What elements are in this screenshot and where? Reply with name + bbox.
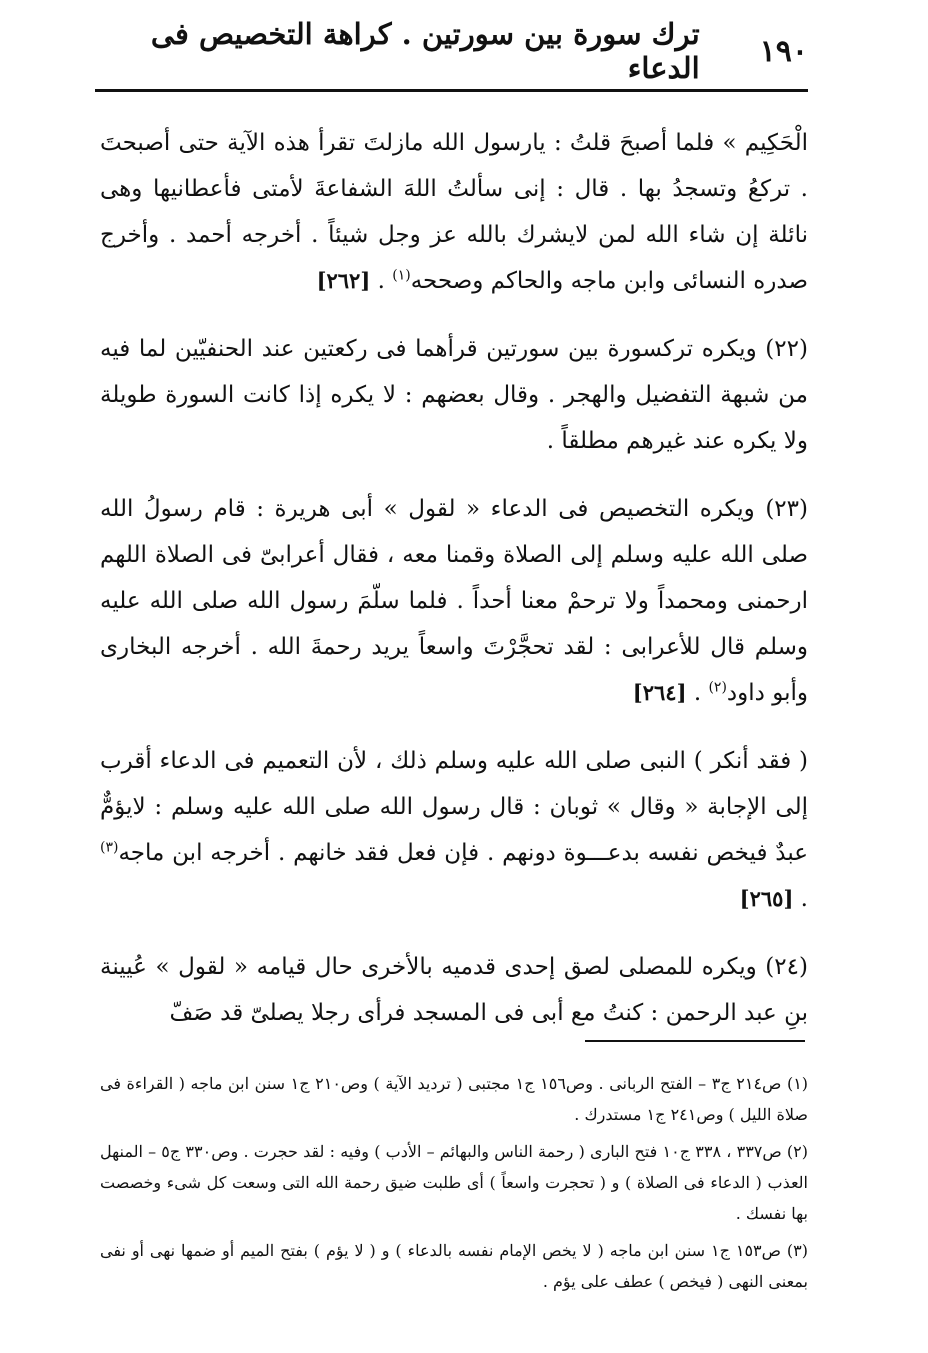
header-rule [95, 89, 808, 92]
footnote-mark: (٢) [708, 679, 727, 696]
footnote: (٢) ص٣٣٧ ، ٣٣٨ ج١٠ فتح البارى ( رحمة الناس والبهائم – الأدب ) وفيه : لقد حجرت . وص٣٣٠ ج٥ – المنهل العذب ( الدعاء فى الصلاة ) و ( تحجرت واسعاً ) أى طلبت ضيق رحمة الله التى وسعت كل شىء وخصصت بها نفسك . [100, 1142, 809, 1223]
paragraph: ( فقد أنكر ) النبى صلى الله عليه وسلم ذلك ، لأن التعميم فى الدعاء أقرب إلى الإجابة « وقال » ثوبان : قال رسول الله صلى الله عليه وسلم : لايؤمٌّ عبدٌ فيخص نفسه بدعـــوة دونهم . فإن فعل فقد خانهم . أخرجه ابن ماجه$^{(٣)}$ . [٢٦٥] [100, 748, 808, 912]
footnote-mark: (٣) [100, 839, 119, 856]
paragraph-text: (٢٢) ويكره تركسورة بين سورتين قرأهما فى ركعتين عند الحنفيّين لما فيه من شبهة التفضيل والهجر . وقال بعضهم : لا يكره إذا كانت السورة طويلة ولا يكره عند غيرهم مطلقاً . [100, 336, 808, 454]
hadith-number: [٢٦٢] [316, 268, 371, 293]
hadith-number: [٢٦٤] [632, 680, 687, 705]
paragraph [100, 326, 808, 464]
paragraph-text: (٢٤) ويكره للمصلى لصق إحدى قدميه بالأخرى حال قيامه « لقول » عُيينة بنِ عبد الرحمن : كنتُ مع أبى فى المسجد فرأى رجلا يصلىّ قد صَفّ [100, 954, 808, 1026]
paragraph [100, 944, 808, 1036]
page-header [95, 17, 808, 85]
paragraph: (٢٣) ويكره التخصيص فى الدعاء « لقول » أبى هريرة : قام رسولُ الله صلى الله عليه وسلم إلى الصلاة وقمنا معه ، فقال أعرابىّ فى الصلاة اللهم ارحمنى ومحمداً ولا ترحمْ معنا أحداً . فلما سلّمَ رسول الله صلى الله عليه وسلم قال للأعرابى : لقد تحجَّرْتَ واسعاً يريد رحمةَ الله . أخرجه البخارى وأبو داود$^{(٢)}$ . [٢٦٤] [100, 496, 808, 706]
paragraph-text: (٢٣) ويكره التخصيص فى الدعاء « لقول » أبى هريرة : قام رسولُ الله صلى الله عليه وسلم إلى الصلاة وقمنا معه ، فقال أعرابىّ فى الصلاة اللهم ارحمنى ومحمداً ولا ترحمْ معنا أحداً . فلما سلّمَ رسول الله صلى الله عليه وسلم قال للأعرابى : لقد تحجَّرْتَ واسعاً يريد رحمةَ الله . أخرجه البخارى وأبو داود [100, 496, 808, 706]
footnotes [100, 1068, 808, 1303]
main-text [100, 120, 808, 1052]
footnote: (٣) ص١٥٣ ج١ سنن ابن ماجه ( لا يخص الإمام نفسه بالدعاء ) و ( لا يؤم ) بفتح الميم أو ضمها نهى أو نفى بمعنى النهى ( فيخص ) عطف على يؤم . [100, 1241, 809, 1291]
footnote: (١) ص٢١٤ ج٣ – الفتح الربانى . وص١٥٦ ج١ مجتبى ( ترديد الآية ) وص٢١٠ ج١ سنن ابن ماجه ( القراءة فى صلاة الليل ) وص٢٤١ ج١ مستدرك . [100, 1074, 809, 1124]
paragraph: الْحَكِيم » فلما أصبحَ قلتُ : يارسول الله مازلتَ تقرأ هذه الآية حتى أصبحتَ . تركعُ وتسجدُ بها . قال : إنى سألتُ اللهَ الشفاعةَ لأمتى فأعطانيها وهى نائلة إن شاء الله لمن لايشرك بالله عز وجل شيئاً . أخرجه أحمد . وأخرج صدره النسائى وابن ماجه والحاكم وصححه$^{(١)}$ . [٢٦٢] [100, 130, 808, 294]
hadith-number: [٢٦٥] [739, 886, 794, 911]
footnote-mark: (١) [392, 267, 411, 284]
page-number: ١٩٠ [759, 33, 808, 69]
running-title: ترك سورة بين سورتين . كراهة التخصيص فى الدعاء [150, 17, 700, 85]
paragraph-text: ( فقد أنكر ) النبى صلى الله عليه وسلم ذلك ، لأن التعميم فى الدعاء أقرب إلى الإجابة « وقال » ثوبان : قال رسول الله صلى الله عليه وسلم : لايؤمٌّ عبدٌ فيخص نفسه بدعـــوة دونهم . فإن فعل فقد خانهم . أخرجه ابن ماجه [100, 748, 808, 866]
paragraph-text: الْحَكِيم » فلما أصبحَ قلتُ : يارسول الله مازلتَ تقرأ هذه الآية حتى أصبحتَ . تركعُ وتسجدُ بها . قال : إنى سألتُ اللهَ الشفاعةَ لأمتى فأعطانيها وهى نائلة إن شاء الله لمن لايشرك بالله عز وجل شيئاً . أخرجه أحمد . وأخرج صدره النسائى وابن ماجه والحاكم وصححه [100, 130, 808, 294]
footnote-separator [585, 1040, 805, 1042]
